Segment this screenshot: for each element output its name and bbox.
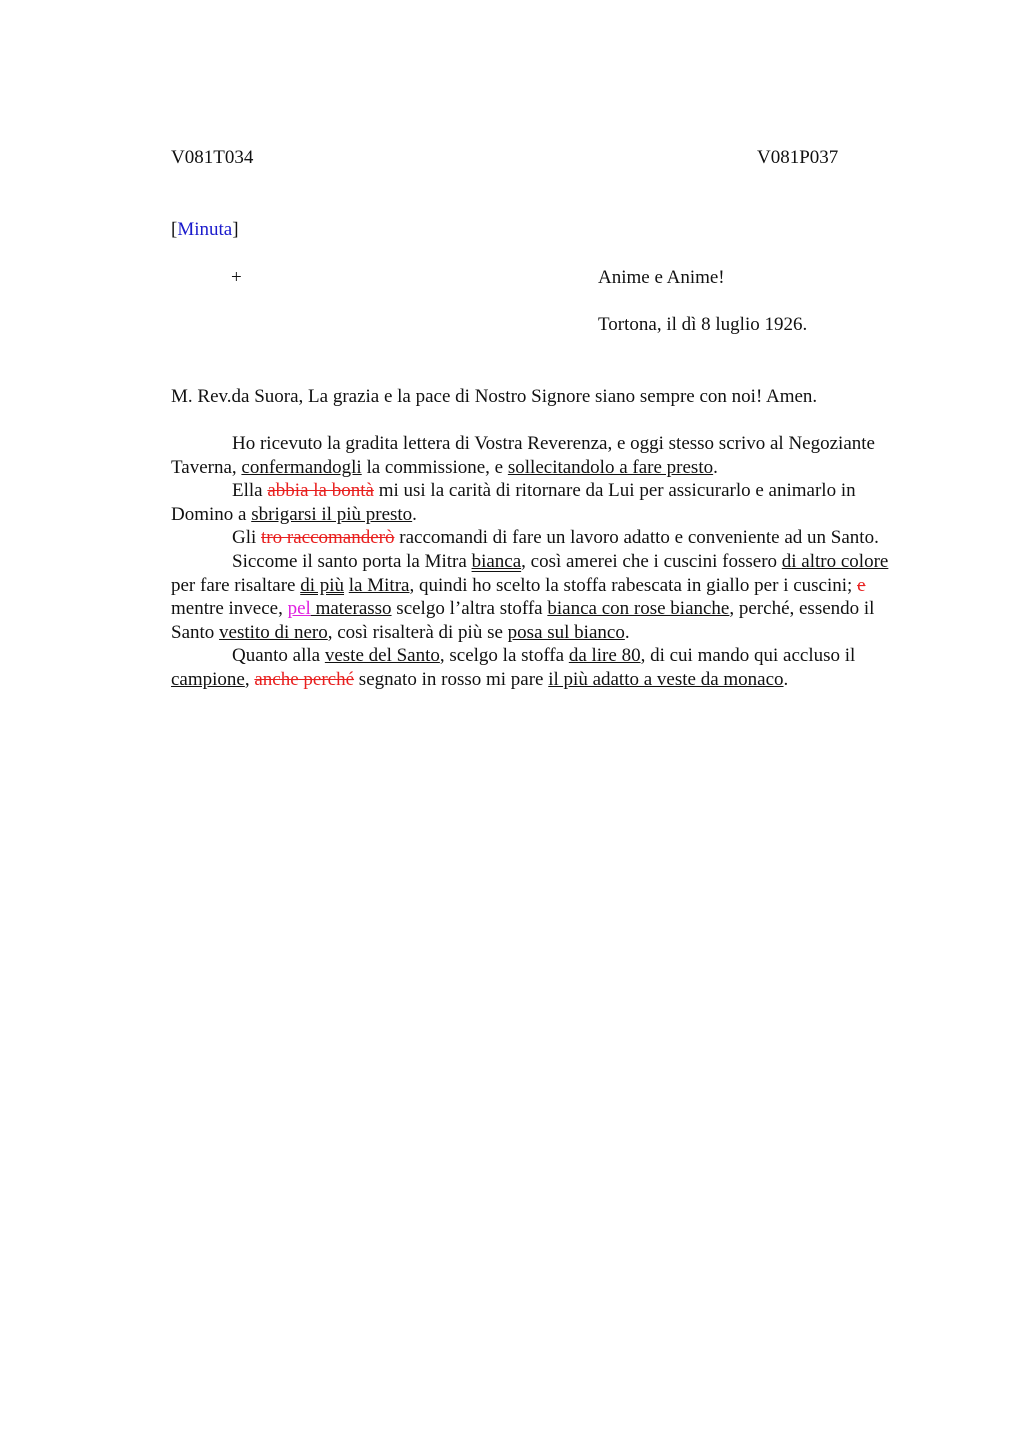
underlined-text: materasso <box>310 598 392 620</box>
date-line: Tortona, il dì 8 luglio 1926. <box>598 314 808 335</box>
bracket-close: ] <box>232 219 239 240</box>
deleted-text: abbia la bontà <box>267 480 374 502</box>
text: . <box>713 456 718 478</box>
text: , perché, essendo il Santo <box>171 598 875 643</box>
text: , scelgo la stoffa <box>439 645 569 667</box>
text: Ella <box>232 480 268 502</box>
minuta-label <box>171 218 239 242</box>
cross-mark: + <box>231 267 242 288</box>
text: per fare risaltare <box>171 574 301 596</box>
text: mi usi la carità di ritornare da Lui per assicurarlo e animarlo in Domino a <box>171 480 856 525</box>
underlined-text: campione <box>171 668 245 690</box>
underlined-text: vestito di nero <box>219 621 328 643</box>
double-underlined-text: di più <box>300 574 345 596</box>
inserted-text: pel <box>287 598 311 620</box>
underlined-text: il più adatto a veste da monaco <box>548 668 784 690</box>
text: la commissione, e <box>361 456 508 478</box>
salutation: M. Rev.da Suora, La grazia e la pace di Nostro Signore siano sempre con noi! Amen. <box>171 386 818 407</box>
letter-body <box>171 432 913 692</box>
double-underlined-text: bianca <box>471 550 522 572</box>
text: , così risalterà di più se <box>327 621 508 643</box>
minuta-text: Minuta <box>177 219 233 240</box>
underlined-text: confermandogli <box>241 456 362 478</box>
text: . <box>412 503 417 525</box>
bracket-open: [ <box>171 219 178 240</box>
text: scelgo l’altra stoffa <box>391 598 548 620</box>
paragraph-1 <box>171 432 913 479</box>
text: Quanto alla <box>232 645 325 667</box>
text: raccomandi di fare un lavoro adatto e conveniente ad un Santo. <box>394 527 879 549</box>
text: , quindi ho scelto la stoffa rabescata in giallo per i cuscini; <box>409 574 858 596</box>
text: Siccome il santo porta la Mitra <box>232 550 472 572</box>
deleted-text: e <box>857 574 866 596</box>
text: , di cui mando qui accluso il <box>640 645 856 667</box>
motto: Anime e Anime! <box>598 267 725 288</box>
deleted-text: anche perché <box>254 668 355 690</box>
text: , <box>244 668 255 690</box>
underlined-text: veste del Santo <box>324 645 440 667</box>
paragraph-5 <box>171 644 913 691</box>
underlined-text: da lire 80 <box>568 645 641 667</box>
underlined-text: sollecitandolo a fare presto <box>507 456 714 478</box>
underlined-text: di altro colore <box>781 550 889 572</box>
paragraph-2 <box>171 479 913 526</box>
text: mentre invece, <box>171 598 288 620</box>
underlined-text: la Mitra <box>348 574 410 596</box>
right-archive-code: V081P037 <box>757 147 839 168</box>
left-archive-code: V081T034 <box>171 147 254 168</box>
text: segnato in rosso mi pare <box>354 668 549 690</box>
underlined-text: bianca con rose bianche <box>547 598 730 620</box>
text: , così amerei che i cuscini fossero <box>521 550 782 572</box>
underlined-text: sbrigarsi il più presto <box>251 503 413 525</box>
paragraph-4 <box>171 550 913 644</box>
text: Ho ricevuto la gradita lettera di Vostra Reverenza, e oggi stesso scrivo al Negoziante Taverna, <box>171 433 875 478</box>
underlined-text: posa sul bianco <box>507 621 625 643</box>
text: . <box>783 668 789 690</box>
text: Gli <box>232 527 262 549</box>
deleted-text: tro raccomanderò <box>261 527 395 549</box>
paragraph-3 <box>171 526 913 550</box>
text: . <box>624 621 630 643</box>
